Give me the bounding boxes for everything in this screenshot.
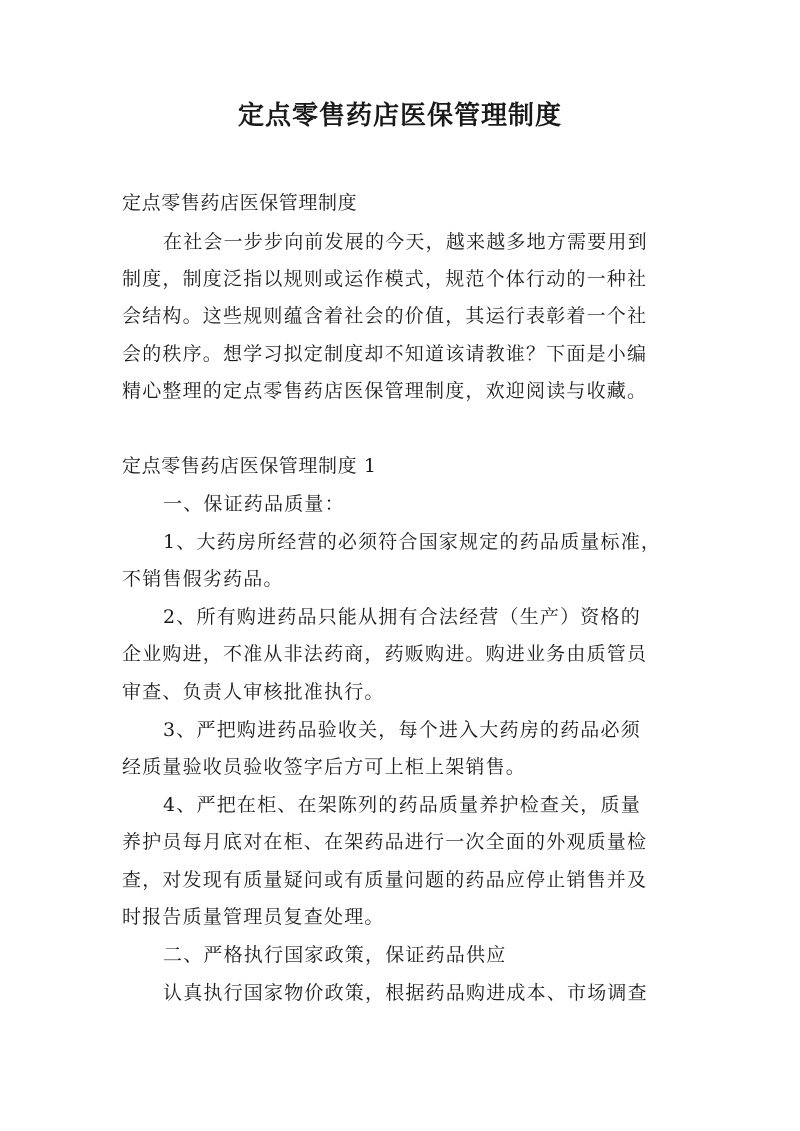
subheading-quality: 一、保证药品质量： xyxy=(163,493,345,515)
intro-line: 会的秩序。想学习拟定制度却不知道该请教谁？下面是小编 xyxy=(122,343,648,365)
intro-line: 在社会一步步向前发展的今天，越来越多地方需要用到 xyxy=(163,231,648,253)
item-3-line: 经质量验收员验收签字后方可上柜上架销售。 xyxy=(122,756,527,778)
item-1-line: 1、大药房所经营的必须符合国家规定的药品质量标准， xyxy=(163,531,662,553)
document-title: 定点零售药店医保管理制度 xyxy=(237,101,562,131)
item-1-line: 不销售假劣药品。 xyxy=(122,568,284,590)
intro-line: 会结构。这些规则蕴含着社会的价值，其运行表彰着一个社 xyxy=(122,305,648,327)
item-2-line: 企业购进，不准从非法药商，药贩购进。购进业务由质管员 xyxy=(122,643,648,665)
item-2-line: 2、所有购进药品只能从拥有合法经营（生产）资格的 xyxy=(163,606,641,628)
intro-line: 制度，制度泛指以规则或运作模式，规范个体行动的一种社 xyxy=(122,268,648,290)
subheading-policy: 二、严格执行国家政策，保证药品供应 xyxy=(163,944,507,966)
item-4-line: 时报告质量管理员复查处理。 xyxy=(122,906,385,928)
paragraph-last-line: 认真执行国家物价政策，根据药品购进成本、市场调查 xyxy=(163,982,648,1004)
item-3-line: 3、严把购进药品验收关，每个进入大药房的药品必须 xyxy=(163,719,641,741)
section-heading: 定点零售药店医保管理制度 1 xyxy=(122,455,377,477)
item-4-line: 4、严把在柜、在架陈列的药品质量养护检查关，质量 xyxy=(163,794,641,816)
item-2-line: 审查、负责人审核批准执行。 xyxy=(122,681,385,703)
intro-line: 精心整理的定点零售药店医保管理制度，欢迎阅读与收藏。 xyxy=(122,380,648,402)
item-4-line: 查，对发现有质量疑问或有质量问题的药品应停止销售并及 xyxy=(122,869,648,891)
item-4-line: 养护员每月底对在柜、在架药品进行一次全面的外观质量检 xyxy=(122,831,648,853)
intro-heading: 定点零售药店医保管理制度 xyxy=(122,192,358,214)
